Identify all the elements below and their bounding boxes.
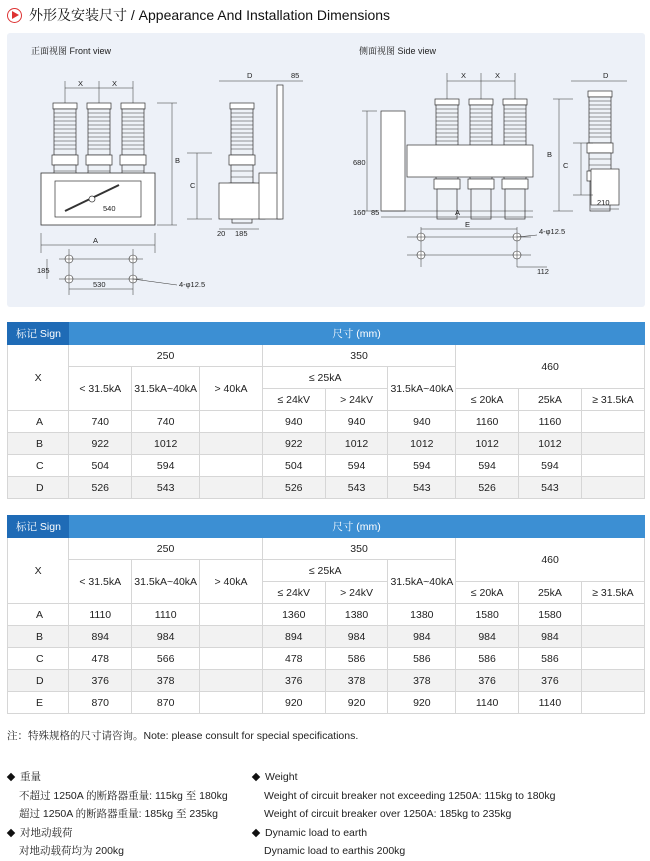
row-label: C	[8, 455, 69, 477]
bullet-line: 对地动载荷均为 200kg	[19, 845, 125, 857]
table-cell: 1110	[132, 604, 200, 626]
table-cell: 1140	[456, 692, 519, 714]
table-cell	[581, 455, 644, 477]
table-cell: 940	[388, 411, 456, 433]
svg-text:D: D	[603, 71, 609, 80]
table-cell: 1012	[519, 433, 582, 455]
table-cell: 594	[456, 455, 519, 477]
table-cell: 1580	[519, 604, 582, 626]
table-cell: 566	[132, 648, 200, 670]
table-cell: 586	[325, 648, 388, 670]
table-cell: 894	[262, 626, 325, 648]
dimension-drawing	[7, 33, 645, 307]
bullet-heading: 对地动载荷	[7, 824, 228, 843]
diamond-bullet-icon	[252, 773, 260, 781]
table-cell: 526	[456, 477, 519, 499]
diamond-bullet-icon	[7, 773, 15, 781]
svg-text:A: A	[455, 208, 461, 217]
table-cell: 740	[132, 411, 200, 433]
table-cell	[200, 648, 263, 670]
table-cell: 984	[519, 626, 582, 648]
weight-notes-cn	[7, 768, 228, 861]
svg-text:85: 85	[291, 71, 300, 80]
table2-body	[8, 604, 645, 714]
svg-text:4-φ12.5: 4-φ12.5	[179, 280, 206, 289]
table-row	[8, 455, 645, 477]
table-cell	[581, 411, 644, 433]
bullet-line: Dynamic load to earthis 200kg	[264, 845, 406, 857]
table-cell: 984	[388, 626, 456, 648]
sign-header: 标记 Sign	[8, 516, 69, 538]
bullet-heading: 重量	[7, 768, 228, 787]
svg-text:530: 530	[93, 280, 106, 289]
diamond-bullet-icon	[252, 829, 260, 837]
table-cell: 594	[132, 455, 200, 477]
table-cell: 478	[262, 648, 325, 670]
table-cell: 1160	[456, 411, 519, 433]
table-row	[8, 477, 645, 499]
svg-text:85: 85	[371, 208, 380, 217]
table-cell: 378	[325, 670, 388, 692]
table-row	[8, 433, 645, 455]
svg-text:540: 540	[103, 204, 116, 213]
svg-text:20: 20	[217, 229, 226, 238]
table-cell: 543	[325, 477, 388, 499]
weight-notes-en	[252, 768, 555, 861]
side-view-label: 侧面视图 Side view	[359, 46, 437, 56]
table-cell: 922	[69, 433, 132, 455]
front-view-label: 正面视图 Front view	[31, 46, 112, 56]
table-cell: 1360	[262, 604, 325, 626]
svg-text:E: E	[465, 220, 471, 229]
table-cell: 378	[388, 670, 456, 692]
section-header	[7, 6, 390, 24]
table-cell: 922	[262, 433, 325, 455]
table-cell	[581, 648, 644, 670]
row-label: A	[8, 411, 69, 433]
table-cell	[200, 626, 263, 648]
table-cell: 376	[69, 670, 132, 692]
table-cell	[200, 411, 263, 433]
play-arrow-icon	[7, 8, 22, 23]
svg-text:4-φ12.5: 4-φ12.5	[539, 227, 566, 236]
special-spec-note: 注：特殊规格的尺寸请咨询。Note: please consult for special specifications.	[7, 730, 359, 742]
table-cell: 1380	[388, 604, 456, 626]
dimension-table-1: 标记 Sign 尺寸 (mm) X 250 350 460 < 31.5kA 31.5kA~40kA > 40kA ≤ 25kA 31.5kA~40kA ≤ 24kV > 24kV ≤ 20kA 25kA ≥ 31.5kA A 740 740 940 940 940 1160 1160 B 922 1012 922 1012 1012 1012 1012 C 504 594 504 594 594 594 594 D 526 543 526 543 543 526 543	[7, 322, 645, 499]
table-row	[8, 411, 645, 433]
table-cell: 1580	[456, 604, 519, 626]
sign-header: 标记 Sign	[8, 323, 69, 345]
svg-text:210: 210	[597, 198, 610, 207]
table-cell: 1012	[388, 433, 456, 455]
table-cell: 1012	[325, 433, 388, 455]
svg-text:185: 185	[37, 266, 50, 275]
table1-body	[8, 411, 645, 499]
table-cell: 920	[262, 692, 325, 714]
table-cell	[581, 626, 644, 648]
table-cell: 920	[325, 692, 388, 714]
table-row	[8, 626, 645, 648]
svg-text:X: X	[461, 71, 467, 80]
row-label: B	[8, 626, 69, 648]
table-cell: 376	[456, 670, 519, 692]
table-cell	[200, 692, 263, 714]
table-cell: 586	[519, 648, 582, 670]
table-cell: 940	[262, 411, 325, 433]
table-row	[8, 604, 645, 626]
bullet-line: 超过 1250A 的断路器重量: 185kg 至 235kg	[19, 808, 219, 820]
svg-text:160: 160	[353, 208, 366, 217]
row-label: E	[8, 692, 69, 714]
table-cell: 376	[519, 670, 582, 692]
table-cell: 1160	[519, 411, 582, 433]
row-label: B	[8, 433, 69, 455]
table-cell	[581, 477, 644, 499]
section-title: 外形及安装尺寸 / Appearance And Installation Dimensions	[29, 7, 391, 23]
row-label: D	[8, 670, 69, 692]
table-cell: 586	[388, 648, 456, 670]
table-cell: 378	[132, 670, 200, 692]
svg-text:X: X	[78, 79, 84, 88]
table-cell: 984	[132, 626, 200, 648]
svg-text:680: 680	[353, 158, 366, 167]
size-header: 尺寸 (mm)	[69, 516, 645, 538]
table-cell: 984	[325, 626, 388, 648]
table-cell: 543	[388, 477, 456, 499]
table-cell: 1380	[325, 604, 388, 626]
bullet-line: 不超过 1250A 的断路器重量: 115kg 至 180kg	[19, 789, 228, 802]
table-cell: 1012	[132, 433, 200, 455]
svg-text:112: 112	[537, 267, 549, 276]
table-cell: 984	[456, 626, 519, 648]
x-label: X	[8, 538, 69, 604]
table-cell: 870	[132, 692, 200, 714]
table-cell: 920	[388, 692, 456, 714]
table-row	[8, 670, 645, 692]
table-cell: 526	[262, 477, 325, 499]
size-header: 尺寸 (mm)	[69, 323, 645, 345]
svg-text:X: X	[495, 71, 501, 80]
table-cell: 594	[388, 455, 456, 477]
table-cell: 543	[132, 477, 200, 499]
svg-text:B: B	[175, 156, 181, 165]
table-cell: 594	[519, 455, 582, 477]
bullet-line: Weight of circuit breaker not exceeding 1250A: 115kg to 180kg	[264, 789, 556, 802]
svg-text:D: D	[247, 71, 253, 80]
table-cell: 740	[69, 411, 132, 433]
row-label: C	[8, 648, 69, 670]
svg-text:C: C	[190, 181, 196, 190]
table-cell: 478	[69, 648, 132, 670]
table-cell	[200, 433, 263, 455]
table-cell: 1110	[69, 604, 132, 626]
svg-text:C: C	[563, 161, 569, 170]
row-label: A	[8, 604, 69, 626]
table-cell	[581, 604, 644, 626]
row-label: D	[8, 477, 69, 499]
table-cell: 940	[325, 411, 388, 433]
table-row	[8, 692, 645, 714]
table-row	[8, 648, 645, 670]
svg-text:185: 185	[235, 229, 248, 238]
table-cell: 376	[262, 670, 325, 692]
table-cell	[581, 692, 644, 714]
table-cell: 504	[262, 455, 325, 477]
table-cell: 543	[519, 477, 582, 499]
table-cell	[581, 670, 644, 692]
table-cell	[200, 455, 263, 477]
table-cell: 870	[69, 692, 132, 714]
table-cell: 894	[69, 626, 132, 648]
svg-text:A: A	[93, 236, 99, 245]
table-cell: 504	[69, 455, 132, 477]
bullet-heading: Dynamic load to earth	[252, 824, 555, 843]
bullet-heading: Weight	[252, 768, 555, 787]
svg-text:X: X	[112, 79, 118, 88]
dimension-table-2: 标记 Sign 尺寸 (mm) X 250 350 460 < 31.5kA 31.5kA~40kA > 40kA ≤ 25kA 31.5kA~40kA ≤ 24kV > 24kV ≤ 20kA 25kA ≥ 31.5kA A 1110 1110 1360 1380 1380 1580 1580 B 894 984 894 984 984 984 984 C 478 566 478 586 586 586 586 D 376 378 376 378 378 376 376 E 870 870 920 920 920 1140 1140	[7, 515, 645, 714]
table-cell	[200, 477, 263, 499]
x-label: X	[8, 345, 69, 411]
svg-text:B: B	[547, 150, 553, 159]
table-cell: 1140	[519, 692, 582, 714]
table-cell: 594	[325, 455, 388, 477]
table-cell	[200, 604, 263, 626]
table-cell: 526	[69, 477, 132, 499]
table-cell: 586	[456, 648, 519, 670]
table-cell	[581, 433, 644, 455]
table-cell	[200, 670, 263, 692]
table-cell: 1012	[456, 433, 519, 455]
bullet-line: Weight of circuit breaker over 1250A: 185kg to 235kg	[264, 808, 512, 820]
diamond-bullet-icon	[7, 829, 15, 837]
